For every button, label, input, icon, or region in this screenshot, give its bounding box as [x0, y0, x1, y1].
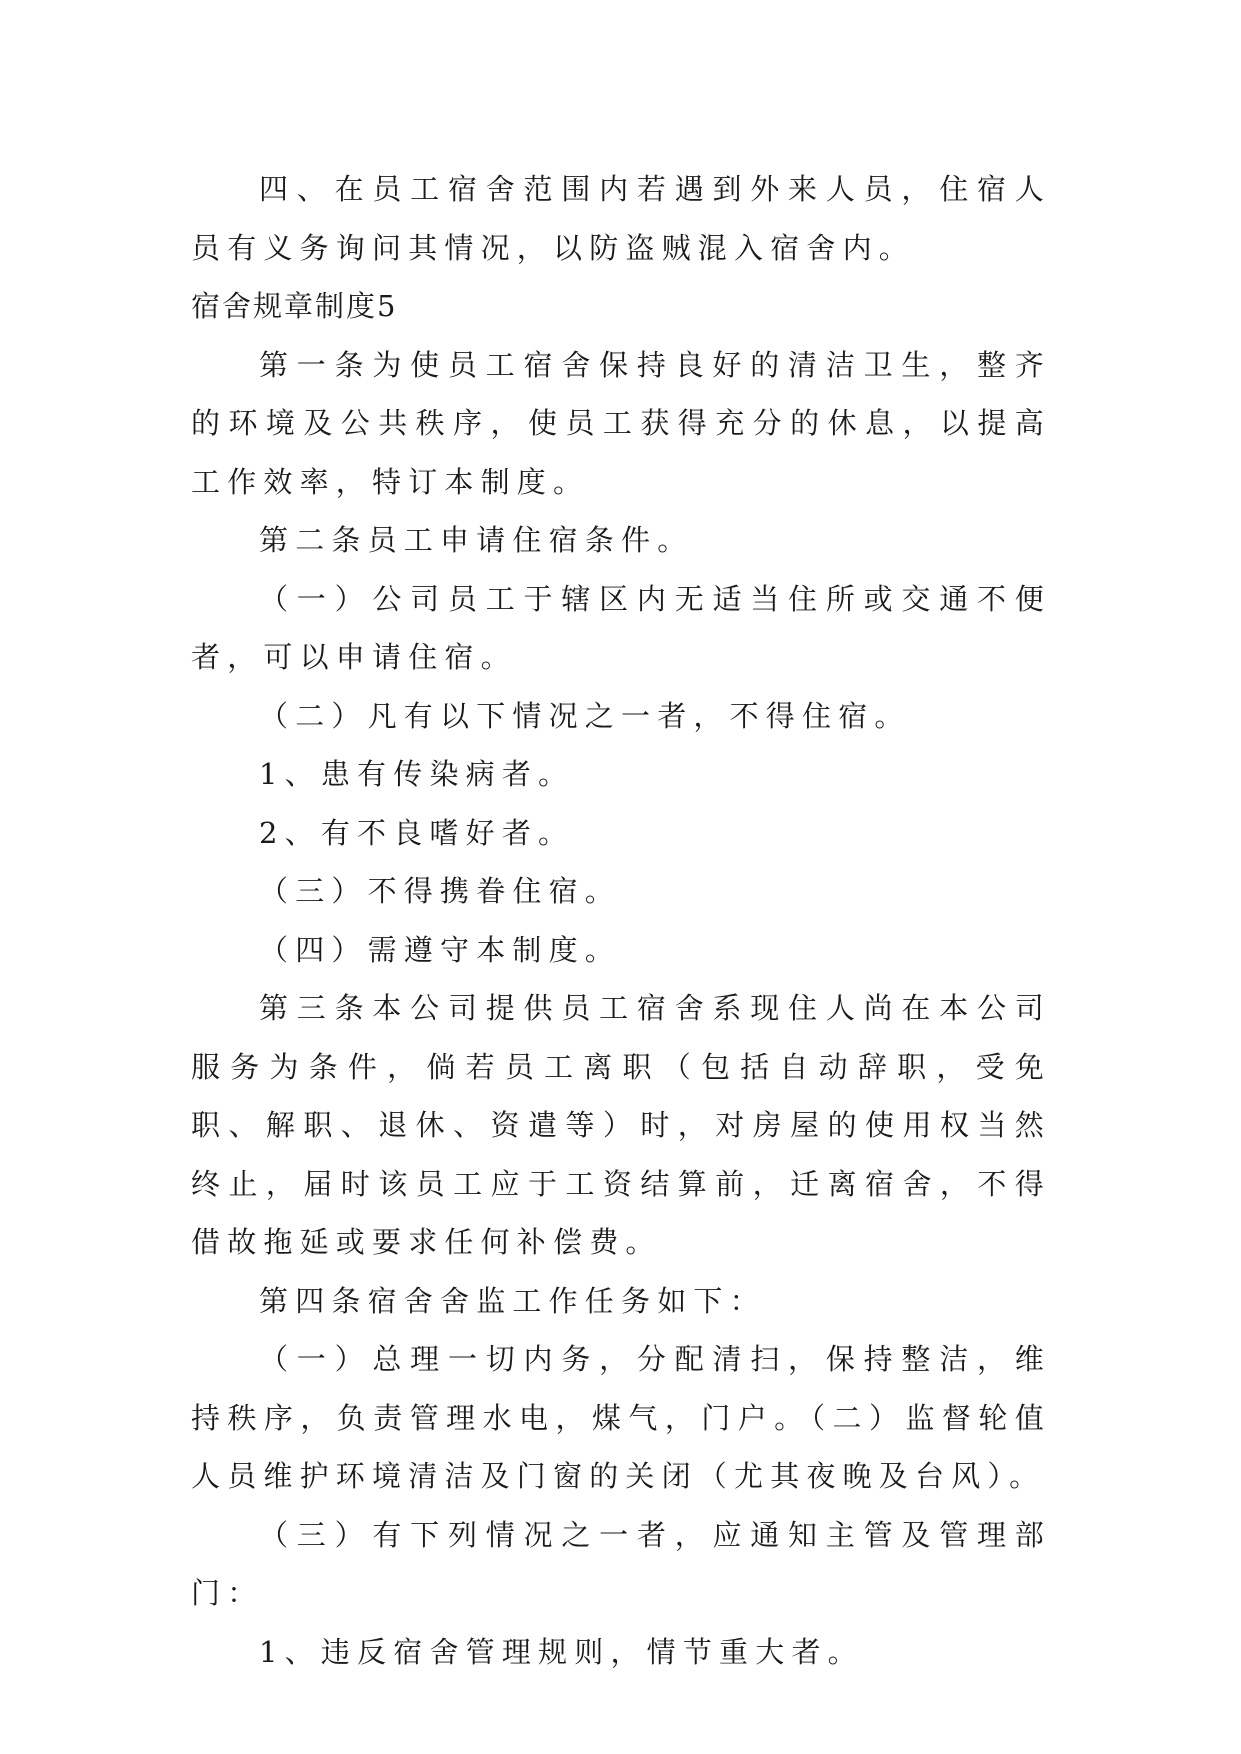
- paragraph-1: 四、在员工宿舍范围内若遇到外来人员，住宿人员有义务询问其情况，以防盗贼混入宿舍内。: [191, 172, 1051, 265]
- paragraph-article-1: 第一条为使员工宿舍保持良好的清洁卫生，整齐的环境及公共秩序，使员工获得充分的休息，以提高工作效率，特订本制度。: [191, 347, 1051, 499]
- paragraph-article-2-subitem-2: 2、有不良嗜好者。: [259, 815, 575, 850]
- paragraph-article-2-item-2: （二）凡有以下情况之一者，不得住宿。: [259, 698, 911, 733]
- paragraph-article-3: 第三条本公司提供员工宿舍系现住人尚在本公司服务为条件，倘若员工离职（包括自动辞职，受免职、解职、退休、资遣等）时，对房屋的使用权当然终止，届时该员工应于工资结算前，迁离宿舍，不得借故拖延或要求任何补偿费。: [191, 991, 1051, 1259]
- section-heading: 宿舍规章制度5: [191, 289, 398, 323]
- paragraph-article-4-item-3: （三）有下列情况之一者，应通知主管及管理部门：: [191, 1517, 1051, 1610]
- paragraph-article-2-subitem-1: 1、患有传染病者。: [259, 757, 575, 791]
- paragraph-article-4: 第四条宿舍舍监工作任务如下：: [259, 1283, 766, 1318]
- paragraph-article-2-item-1: （一）公司员工于辖区内无适当住所或交通不便者，可以申请住宿。: [191, 581, 1051, 674]
- paragraph-article-4-subitem-1: 1、违反宿舍管理规则，情节重大者。: [259, 1634, 864, 1669]
- paragraph-article-2: 第二条员工申请住宿条件。: [259, 523, 694, 557]
- paragraph-article-2-item-3: （三）不得携眷住宿。: [259, 874, 622, 908]
- document-body: [191, 160, 1051, 1681]
- paragraph-article-4-item-1: （一）总理一切内务，分配清扫，保持整洁，维持秩序，负责管理水电，煤气，门户。（二）监督轮值人员维护环境清洁及门窗的关闭（尤其夜晚及台风）。: [191, 1342, 1051, 1493]
- paragraph-article-2-item-4: （四）需遵守本制度。: [259, 932, 622, 967]
